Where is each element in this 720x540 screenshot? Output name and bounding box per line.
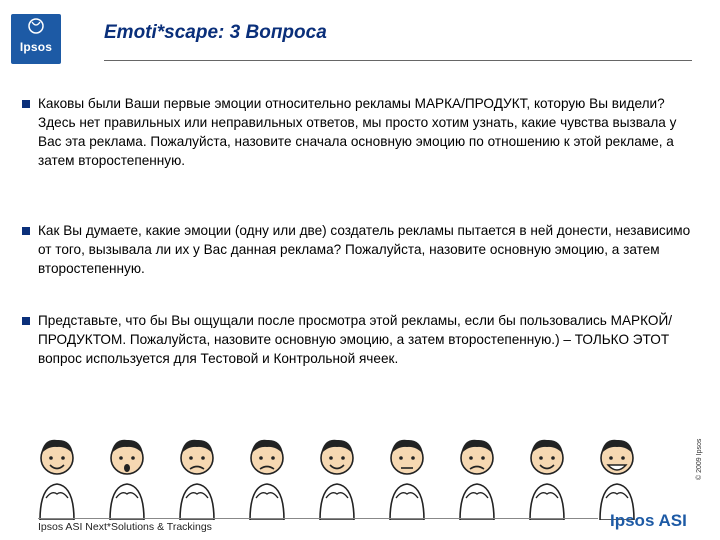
question-2-text: Как Вы думаете, какие эмоции (одну или две) создатель рекламы пытается в ней донести, независимо от того, вызывала ли их у Вас данная реклама? Пожалуйста, назовите основную эмоцию, а затем второстепенную.: [38, 223, 691, 276]
emotion-cartoon-face-icon: [306, 428, 368, 520]
emotion-cartoon-face-icon: [446, 428, 508, 520]
page-title: Emoti*scape: 3 Вопроса: [104, 22, 327, 43]
emotion-cartoon-face-icon: [516, 428, 578, 520]
square-bullet-icon: [22, 317, 30, 325]
emotion-cartoon-face-icon: [236, 428, 298, 520]
emotion-cartoon-face-icon: [586, 428, 648, 520]
question-1-text: Каковы были Ваши первые эмоции относительно рекламы МАРКА/ПРОДУКТ, которую Вы видели? Здесь нет правильных или неправильных ответов, мы просто хотим узнать, какие чувства вызвала у Вас эта реклама. Пожалуйста, назовите сначала основную эмоцию по отношению к этой рекламе, а затем второстепенную.: [38, 96, 677, 168]
emotion-cartoon-face-icon: [376, 428, 438, 520]
emotion-cartoon-face-icon: [96, 428, 158, 520]
ipsos-asi-logo: Ipsos ASI: [610, 511, 687, 530]
square-bullet-icon: [22, 227, 30, 235]
emotion-figures: [18, 428, 678, 524]
footer-divider: [38, 518, 598, 519]
title-divider: [104, 60, 692, 61]
question-3-text: Представьте, что бы Вы ощущали после просмотра этой рекламы, если бы пользовались МАРКОЙ/ПРОДУКТОМ. Пожалуйста, назовите основную эмоцию, а затем второстепенную.) – ТОЛЬКО ЭТОТ вопрос используется для Тестовой и Контрольной ячеек.: [38, 313, 673, 366]
question-2: [22, 221, 692, 278]
question-3: [22, 311, 692, 368]
footer-text: Ipsos ASI Next*Solutions & Trackings: [38, 521, 212, 533]
question-1: [22, 94, 692, 170]
ipsos-logo-text: Ipsos: [19, 40, 53, 54]
emotion-cartoon-face-icon: [26, 428, 88, 520]
emotion-cartoon-face-icon: [166, 428, 228, 520]
copyright-note: © 2009 Ipsos: [696, 438, 703, 480]
ipsos-logo-icon: [25, 18, 47, 40]
ipsos-logo: [11, 14, 61, 64]
square-bullet-icon: [22, 100, 30, 108]
